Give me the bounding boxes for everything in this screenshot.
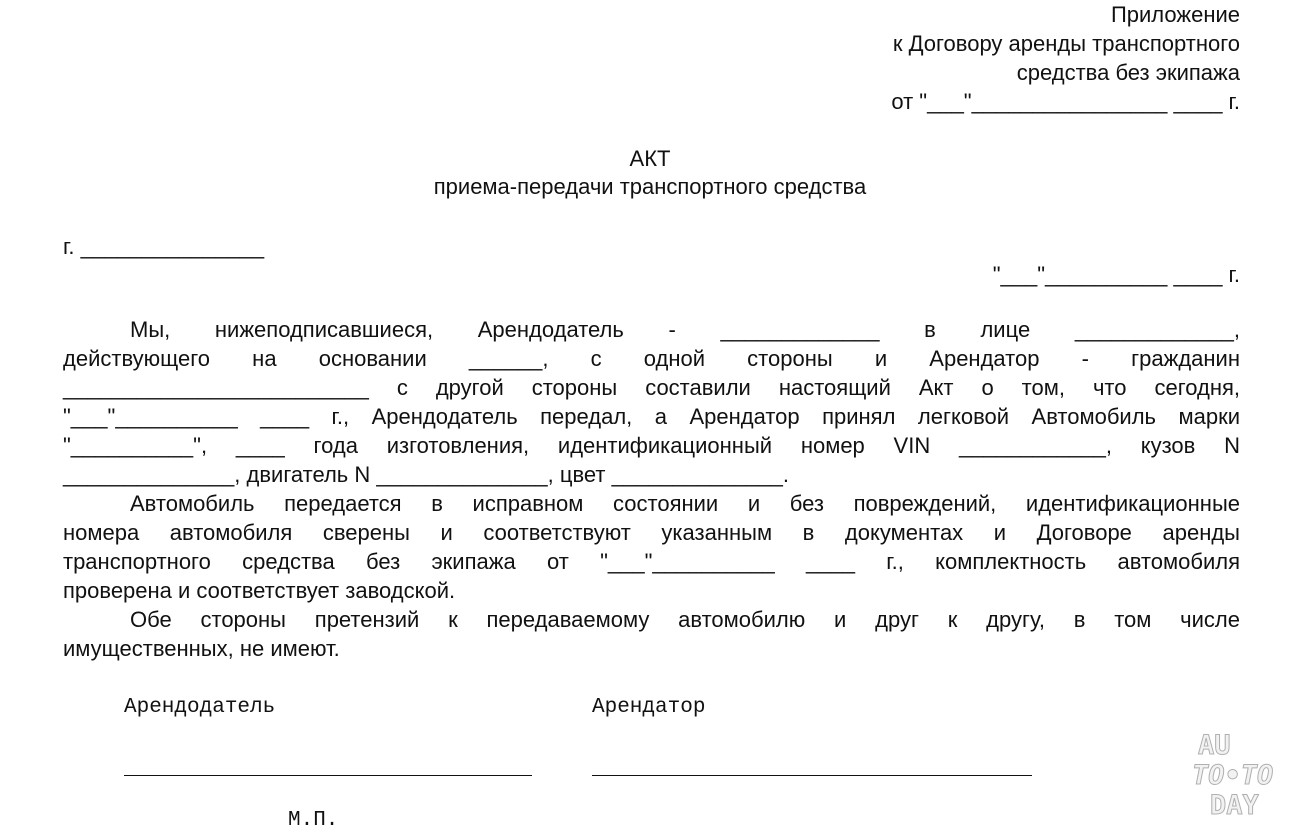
lessee-signature-line (592, 775, 1032, 776)
header-date: от "___"________________ ____ г. (891, 89, 1240, 114)
place-field: г. _______________ (63, 234, 265, 259)
header-contract-ref: к Договору аренды транспортного (892, 31, 1240, 56)
header-contract-type: средства без экипажа (1016, 60, 1240, 85)
paragraph-2-line-4: проверена и соответствует заводской. (63, 578, 456, 603)
header-appendix: Приложение (1110, 2, 1240, 27)
paragraph-2-line-1: Автомобиль передается в исправном состоянии и без повреждений, идентификационные (130, 491, 1240, 516)
paragraph-1-line-6: ______________, двигатель N ______________, цвет ______________. (63, 462, 790, 487)
paragraph-1-line-4: "___"__________ ____ г., Арендодатель передал, а Арендатор принял легковой Автомобиль марки (63, 404, 1240, 429)
paragraph-1-line-3: _________________________ с другой стороны составили настоящий Акт о том, что сегодня, (63, 375, 1240, 400)
lessor-label: Арендодатель (124, 696, 276, 719)
paragraph-3-line-1: Обе стороны претензий к передаваемому автомобилю и друг к другу, в том числе (130, 607, 1240, 632)
paragraph-3-line-2: имущественных, не имеют. (63, 636, 340, 661)
watermark-line-1: AU (1198, 730, 1231, 761)
autotoday-watermark (1192, 731, 1294, 823)
watermark-line-3: DAY (1210, 790, 1259, 821)
watermark-line-2: TO•TO (1192, 760, 1274, 791)
lessor-signature-line (124, 775, 532, 776)
paragraph-2-line-2: номера автомобиля сверены и соответствуют указанным в документах и Договоре аренды (63, 520, 1240, 545)
paragraph-1-line-2: действующего на основании ______, с одной стороны и Арендатор - гражданин (63, 346, 1240, 371)
paragraph-1-line-5: "__________", ____ года изготовления, идентификационный номер VIN ____________, кузов N (63, 433, 1240, 458)
lessee-label: Арендатор (592, 696, 706, 719)
date-field: "___"__________ ____ г. (992, 262, 1240, 287)
paragraph-2-line-3: транспортного средства без экипажа от "___"__________ ____ г., комплектность автомобиля (63, 549, 1240, 574)
paragraph-1-line-1: Мы, нижеподписавшиеся, Арендодатель - _____________ в лице _____________, (130, 317, 1240, 342)
seal-label: М.П. (288, 809, 339, 832)
doc-subtitle: приема-передачи транспортного средства (433, 174, 867, 199)
doc-title: АКТ (629, 146, 671, 171)
